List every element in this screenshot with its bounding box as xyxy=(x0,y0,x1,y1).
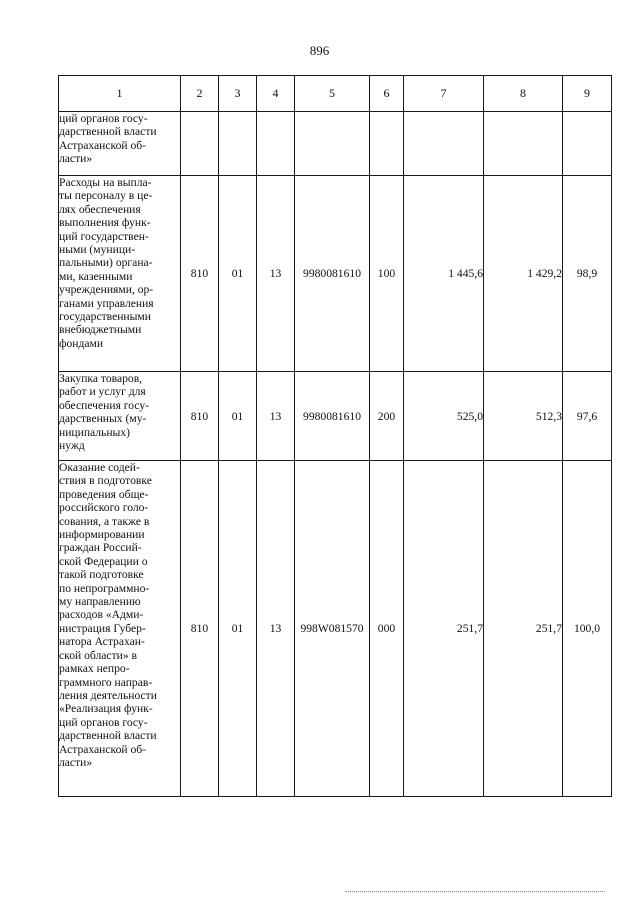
row-description: Оказание содей- ствия в подготовке проведения обще- российского голо- сования, а также в информировании граждан Россий- ской Федерации о такой подготовке по непрограммно- му направлению расходов «Адми- нистрация Губер- натора Астрахан- ской области» в рамках непро- граммного направ- ления деятельности «Реализация функ- ций органов госу- дарственной власти Астраханской об- ласти» xyxy=(59,461,181,797)
row-description: ций органов госу- дарственной власти Астраханской об- ласти» xyxy=(59,112,181,176)
cell-percent: 97,6 xyxy=(563,372,612,461)
cell-section: 01 xyxy=(219,372,257,461)
column-header: 6 xyxy=(370,76,404,112)
column-header: 9 xyxy=(563,76,612,112)
table-row xyxy=(59,461,612,797)
cell-target-article: 9980081610 xyxy=(295,372,370,461)
table-row xyxy=(59,112,612,176)
table-row xyxy=(59,176,612,372)
row-description: Расходы на выпла- ты персоналу в це- лях обеспечения выполнения функ- ций государствен- ными (муници- пальными) органа- ми, казенными учреждениями, ор- ганами управления государственными внебюджетными фондами xyxy=(59,176,181,372)
column-header: 2 xyxy=(181,76,219,112)
cell-planned: 251,7 xyxy=(404,461,484,797)
cell-planned: 1 445,6 xyxy=(404,176,484,372)
cell-expense-type: 100 xyxy=(370,176,404,372)
cell-admin-code xyxy=(181,112,219,176)
row-description: Закупка товаров, работ и услуг для обеспечения госу- дарственных (му- ниципальных) нужд xyxy=(59,372,181,461)
cell-admin-code: 810 xyxy=(181,372,219,461)
cell-admin-code: 810 xyxy=(181,176,219,372)
cell-planned: 525,0 xyxy=(404,372,484,461)
column-header: 4 xyxy=(257,76,295,112)
cell-planned xyxy=(404,112,484,176)
column-header: 1 xyxy=(59,76,181,112)
cell-expense-type xyxy=(370,112,404,176)
cell-section: 01 xyxy=(219,176,257,372)
footer-divider xyxy=(345,891,605,892)
cell-executed: 1 429,2 xyxy=(484,176,563,372)
cell-target-article: 998W081570 xyxy=(295,461,370,797)
header-row xyxy=(59,76,612,112)
cell-subsection: 13 xyxy=(257,372,295,461)
cell-expense-type: 000 xyxy=(370,461,404,797)
cell-section: 01 xyxy=(219,461,257,797)
cell-percent: 100,0 xyxy=(563,461,612,797)
page-number: 896 xyxy=(309,43,330,58)
cell-target-article: 9980081610 xyxy=(295,176,370,372)
budget-table xyxy=(58,75,612,797)
column-header: 3 xyxy=(219,76,257,112)
cell-executed: 251,7 xyxy=(484,461,563,797)
cell-executed xyxy=(484,112,563,176)
cell-executed: 512,3 xyxy=(484,372,563,461)
cell-target-article xyxy=(295,112,370,176)
cell-subsection: 13 xyxy=(257,176,295,372)
cell-subsection xyxy=(257,112,295,176)
cell-admin-code: 810 xyxy=(181,461,219,797)
column-header: 5 xyxy=(295,76,370,112)
column-header: 8 xyxy=(484,76,563,112)
cell-section xyxy=(219,112,257,176)
table-row xyxy=(59,372,612,461)
cell-expense-type: 200 xyxy=(370,372,404,461)
cell-percent xyxy=(563,112,612,176)
cell-subsection: 13 xyxy=(257,461,295,797)
column-header: 7 xyxy=(404,76,484,112)
cell-percent: 98,9 xyxy=(563,176,612,372)
